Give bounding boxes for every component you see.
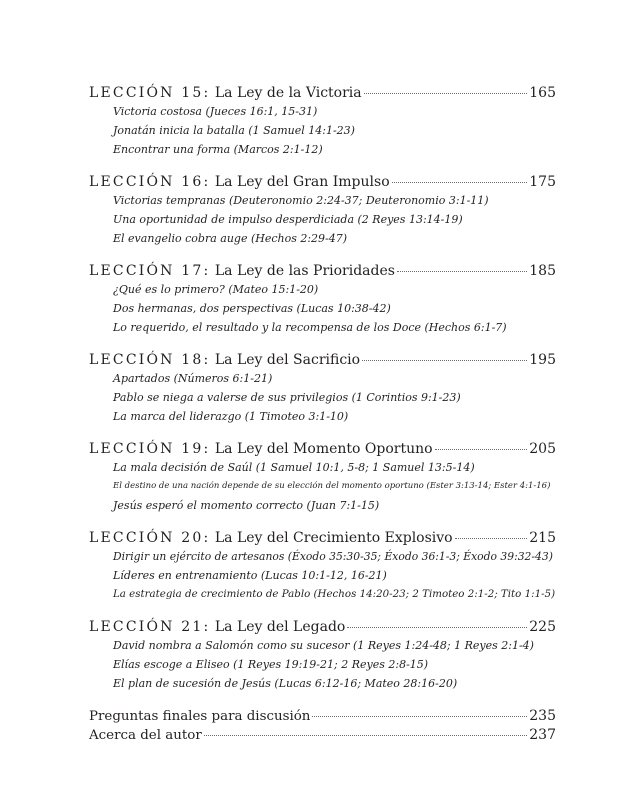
- lesson-heading: [89, 262, 556, 280]
- lesson-subentry: Encontrar una forma (Marcos 2:1-12): [113, 143, 323, 156]
- lesson-heading: [89, 84, 556, 102]
- table-of-contents: [89, 84, 556, 745]
- lesson-subentry: El evangelio cobra auge (Hechos 2:29-47): [113, 232, 348, 245]
- lesson-entry: [89, 529, 556, 604]
- lesson-subentry: Pablo se niega a valerse de sus privilegios (1 Corintios 9:1-23): [113, 391, 461, 404]
- dot-leader: [347, 627, 527, 628]
- lesson-heading: [89, 529, 556, 547]
- lesson-label: LECCIÓN 16:: [89, 174, 211, 190]
- lesson-subentry: Victoria costosa (Jueces 16:1, 15-31): [113, 105, 318, 118]
- lesson-title: La Ley del Legado: [214, 619, 346, 635]
- dot-leader: [435, 449, 528, 450]
- page-number: 237: [529, 727, 556, 743]
- dot-leader: [204, 735, 528, 736]
- lesson-title: La Ley del Sacrificio: [214, 352, 361, 368]
- lesson-entry: [89, 440, 556, 515]
- end-entries: [89, 707, 556, 745]
- end-entry-title: Preguntas finales para discusión: [89, 709, 311, 724]
- end-entry-title: Acerca del autor: [89, 728, 202, 743]
- dot-leader: [362, 360, 527, 361]
- dot-leader: [392, 182, 528, 183]
- lessons-list: [89, 84, 556, 693]
- lesson-entry: [89, 84, 556, 159]
- lesson-label: LECCIÓN 20:: [89, 530, 211, 546]
- lesson-heading: [89, 440, 556, 458]
- lesson-subentry: Victorias tempranas (Deuteronomio 2:24-37; Deuteronomio 3:1-11): [113, 194, 489, 207]
- lesson-entry: [89, 618, 556, 693]
- lesson-subentry: Una oportunidad de impulso desperdiciada (2 Reyes 13:14-19): [113, 213, 463, 226]
- end-entry: [89, 726, 556, 745]
- lesson-label: LECCIÓN 18:: [89, 352, 211, 368]
- page-number: 185: [529, 263, 556, 279]
- lesson-entry: [89, 351, 556, 426]
- lesson-heading: [89, 173, 556, 191]
- lesson-label: LECCIÓN 15:: [89, 85, 211, 101]
- lesson-title: La Ley de las Prioridades: [214, 263, 395, 279]
- lesson-heading: [89, 618, 556, 636]
- page-number: 205: [529, 441, 556, 457]
- dot-leader: [455, 538, 528, 539]
- end-entry: [89, 707, 556, 726]
- page-number: 215: [529, 530, 556, 546]
- lesson-title: La Ley del Gran Impulso: [214, 174, 390, 190]
- lesson-subentry: Apartados (Números 6:1-21): [113, 372, 273, 385]
- lesson-subentry: Dos hermanas, dos perspectivas (Lucas 10:38-42): [113, 302, 391, 315]
- page-number: 195: [529, 352, 556, 368]
- lesson-subentry: Jesús esperó el momento correcto (Juan 7:1-15): [113, 499, 380, 512]
- lesson-subentry: Elías escoge a Eliseo (1 Reyes 19:19-21; 2 Reyes 2:8-15): [113, 658, 429, 671]
- lesson-title: La Ley de la Victoria: [214, 85, 362, 101]
- lesson-subentry: La estrategia de crecimiento de Pablo (Hechos 14:20-23; 2 Timoteo 2:1-2; Tito 1:1-5): [113, 588, 556, 600]
- page-number: 175: [529, 174, 556, 190]
- lesson-subentry: Dirigir un ejército de artesanos (Éxodo 35:30-35; Éxodo 36:1-3; Éxodo 39:32-43): [113, 550, 553, 563]
- lesson-label: LECCIÓN 19:: [89, 441, 211, 457]
- lesson-entry: [89, 262, 556, 337]
- lesson-subentry: La marca del liderazgo (1 Timoteo 3:1-10): [113, 410, 349, 423]
- lesson-subentry: Líderes en entrenamiento (Lucas 10:1-12, 16-21): [113, 569, 387, 582]
- page-number: 235: [529, 708, 556, 724]
- lesson-subentry: Lo requerido, el resultado y la recompensa de los Doce (Hechos 6:1-7): [113, 321, 507, 334]
- dot-leader: [364, 93, 528, 94]
- lesson-subentry: David nombra a Salomón como su sucesor (1 Reyes 1:24-48; 1 Reyes 2:1-4): [113, 639, 534, 652]
- lesson-subentry: Jonatán inicia la batalla (1 Samuel 14:1-23): [113, 124, 355, 137]
- lesson-subentry: El destino de una nación depende de su elección del momento oportuno (Ester 3:13-14; Ester 4:1-16): [113, 481, 551, 491]
- lesson-subentry: La mala decisión de Saúl (1 Samuel 10:1, 5-8; 1 Samuel 13:5-14): [113, 461, 475, 474]
- dot-leader: [312, 716, 527, 717]
- lesson-subentry: ¿Qué es lo primero? (Mateo 15:1-20): [113, 283, 319, 296]
- lesson-label: LECCIÓN 17:: [89, 263, 211, 279]
- page-number: 225: [529, 619, 556, 635]
- lesson-title: La Ley del Crecimiento Explosivo: [214, 530, 453, 546]
- lesson-title: La Ley del Momento Oportuno: [214, 441, 433, 457]
- page-number: 165: [529, 85, 556, 101]
- lesson-entry: [89, 173, 556, 248]
- dot-leader: [397, 271, 527, 272]
- lesson-subentry: El plan de sucesión de Jesús (Lucas 6:12-16; Mateo 28:16-20): [113, 677, 458, 690]
- lesson-heading: [89, 351, 556, 369]
- lesson-label: LECCIÓN 21:: [89, 619, 211, 635]
